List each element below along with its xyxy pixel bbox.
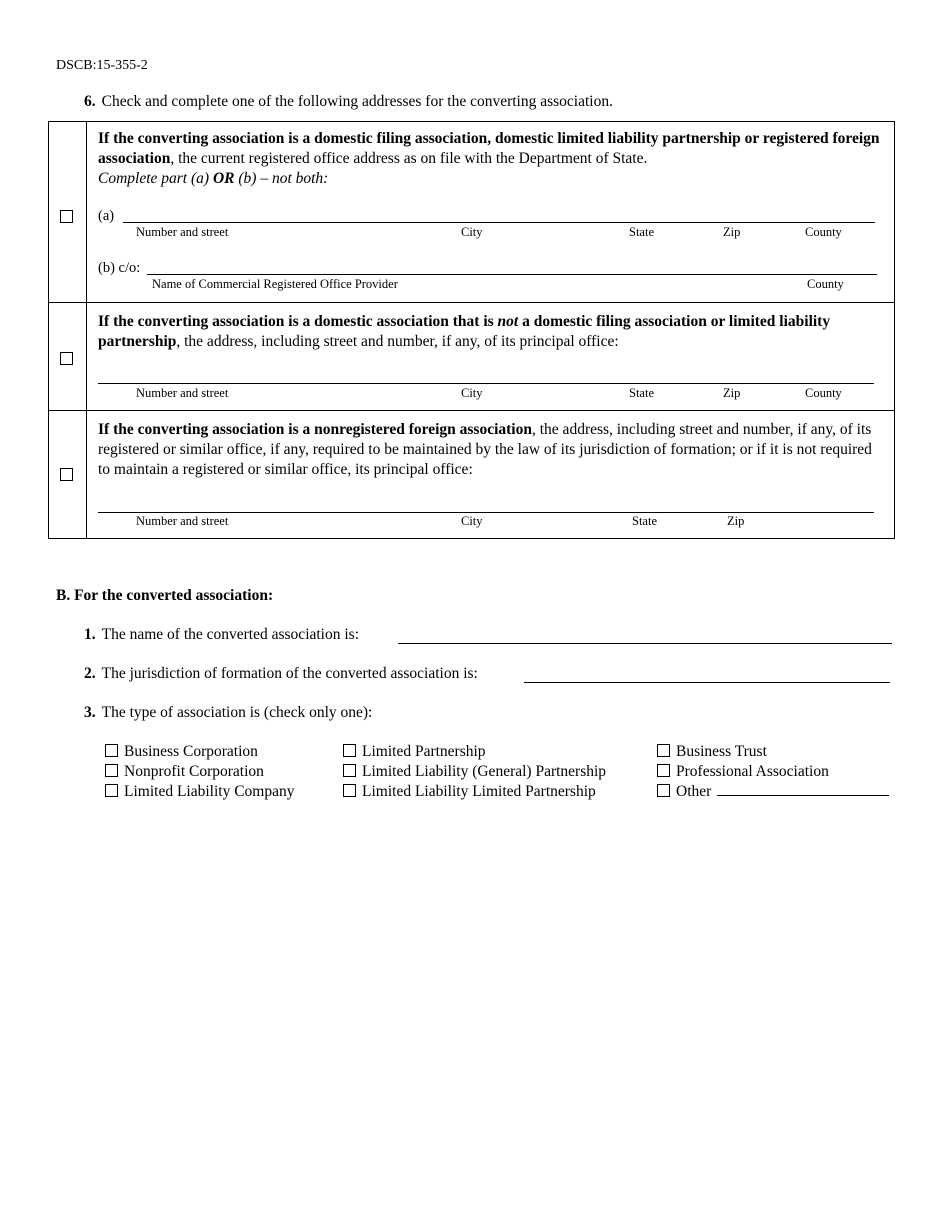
caption-zip: Zip [723, 386, 741, 400]
caption-provider: Name of Commercial Registered Office Provider [152, 277, 398, 291]
checkbox[interactable] [105, 744, 118, 757]
not-emphasis: not [497, 313, 519, 330]
option-label: Limited Partnership [362, 743, 486, 760]
option-label: Nonprofit Corporation [124, 763, 264, 780]
principal-office-bold-text-1: If the converting association is a domestic association that is [98, 313, 498, 330]
caption-county: County [805, 225, 842, 239]
checkbox[interactable] [657, 744, 670, 757]
foreign-office-address-field[interactable] [98, 512, 874, 513]
address-option-principal-office [49, 302, 894, 410]
option-business-corporation[interactable] [105, 743, 258, 761]
question-b3-number: 3. [84, 704, 96, 721]
part-a-label: (a) [98, 208, 115, 224]
principal-office-bold-text-2: a domestic filing association or limited liability partnership [98, 313, 831, 350]
option-lllp[interactable] [343, 783, 596, 801]
foreign-office-bold-text: If the converting association is a nonregistered foreign association [98, 421, 532, 438]
caption-county-b: County [807, 277, 844, 291]
question-6 [84, 93, 613, 111]
question-b3 [84, 704, 372, 722]
caption-number-street: Number and street [136, 514, 229, 528]
address-option-foreign-office [49, 410, 894, 540]
registered-office-text: , the current registered office address as on file with the Department of State. [170, 150, 648, 167]
option-limited-liability-company[interactable] [105, 783, 294, 801]
option-label: Other [676, 783, 712, 800]
not-both-text: (b) – not both: [234, 170, 329, 187]
caption-number-street: Number and street [136, 225, 229, 239]
registered-office-checkbox[interactable] [60, 210, 73, 223]
checkbox[interactable] [657, 784, 670, 797]
option-label: Business Trust [676, 743, 767, 760]
option-label: Limited Liability Company [124, 783, 295, 800]
question-6-text: Check and complete one of the following addresses for the converting association. [101, 93, 613, 110]
or-emphasis: OR [212, 170, 235, 187]
principal-office-address-field[interactable] [98, 383, 874, 384]
question-b1-text: The name of the converted association is: [101, 626, 360, 643]
registered-office-instructions [98, 129, 880, 189]
caption-county: County [805, 386, 842, 400]
checkbox[interactable] [343, 764, 356, 777]
option-label: Professional Association [676, 763, 829, 780]
converted-name-field[interactable] [398, 643, 892, 644]
other-specify-field[interactable] [717, 783, 889, 796]
option-nonprofit-corporation[interactable] [105, 763, 264, 781]
caption-zip: Zip [723, 225, 741, 239]
option-label: Limited Liability Limited Partnership [362, 783, 596, 800]
question-b2 [84, 665, 478, 683]
address-options-table [48, 121, 895, 539]
option-label: Business Corporation [124, 743, 258, 760]
form-code: DSCB:15-355-2 [56, 58, 148, 73]
caption-state: State [632, 514, 657, 528]
option-business-trust[interactable] [657, 743, 767, 761]
question-b1-number: 1. [84, 626, 96, 643]
option-limited-partnership[interactable] [343, 743, 486, 761]
principal-office-checkbox[interactable] [60, 352, 73, 365]
option-llp-general[interactable] [343, 763, 606, 781]
part-b-provider-field[interactable] [147, 274, 877, 275]
checkbox[interactable] [657, 764, 670, 777]
principal-office-text: , the address, including street and number, if any, of its principal office: [176, 333, 619, 350]
section-b-heading: B. For the converted association: [56, 587, 274, 604]
caption-state: State [629, 386, 654, 400]
option-label: Limited Liability (General) Partnership [362, 763, 607, 780]
principal-office-instructions [98, 312, 880, 352]
caption-city: City [461, 514, 483, 528]
option-other[interactable] [657, 783, 889, 801]
option-professional-association[interactable] [657, 763, 829, 781]
foreign-office-instructions [98, 420, 880, 480]
part-a-address-field[interactable] [123, 222, 875, 223]
caption-city: City [461, 225, 483, 239]
foreign-office-text: , the address, including street and number, if any, of its registered or similar office, if any, required to be maintained by the law of its jurisdiction of formation; or if it is not required to maintain a registered or similar office, its principal office: [98, 421, 872, 478]
part-b-label: (b) c/o: [98, 260, 141, 276]
caption-zip: Zip [727, 514, 745, 528]
checkbox[interactable] [105, 784, 118, 797]
question-6-number: 6. [84, 93, 96, 110]
question-b3-text: The type of association is (check only one): [101, 704, 373, 721]
registered-office-bold-text: If the converting association is a domestic filing association, domestic limited liability partnership or registered foreign association [98, 130, 880, 167]
question-b2-number: 2. [84, 665, 96, 682]
caption-state: State [629, 225, 654, 239]
complete-part-text: Complete part (a) [98, 170, 213, 187]
checkbox[interactable] [343, 784, 356, 797]
question-b1 [84, 626, 359, 644]
checkbox[interactable] [105, 764, 118, 777]
caption-number-street: Number and street [136, 386, 229, 400]
question-b2-text: The jurisdiction of formation of the converted association is: [101, 665, 478, 682]
jurisdiction-field[interactable] [524, 682, 890, 683]
address-option-registered-office [49, 122, 894, 302]
foreign-office-checkbox[interactable] [60, 468, 73, 481]
checkbox[interactable] [343, 744, 356, 757]
caption-city: City [461, 386, 483, 400]
